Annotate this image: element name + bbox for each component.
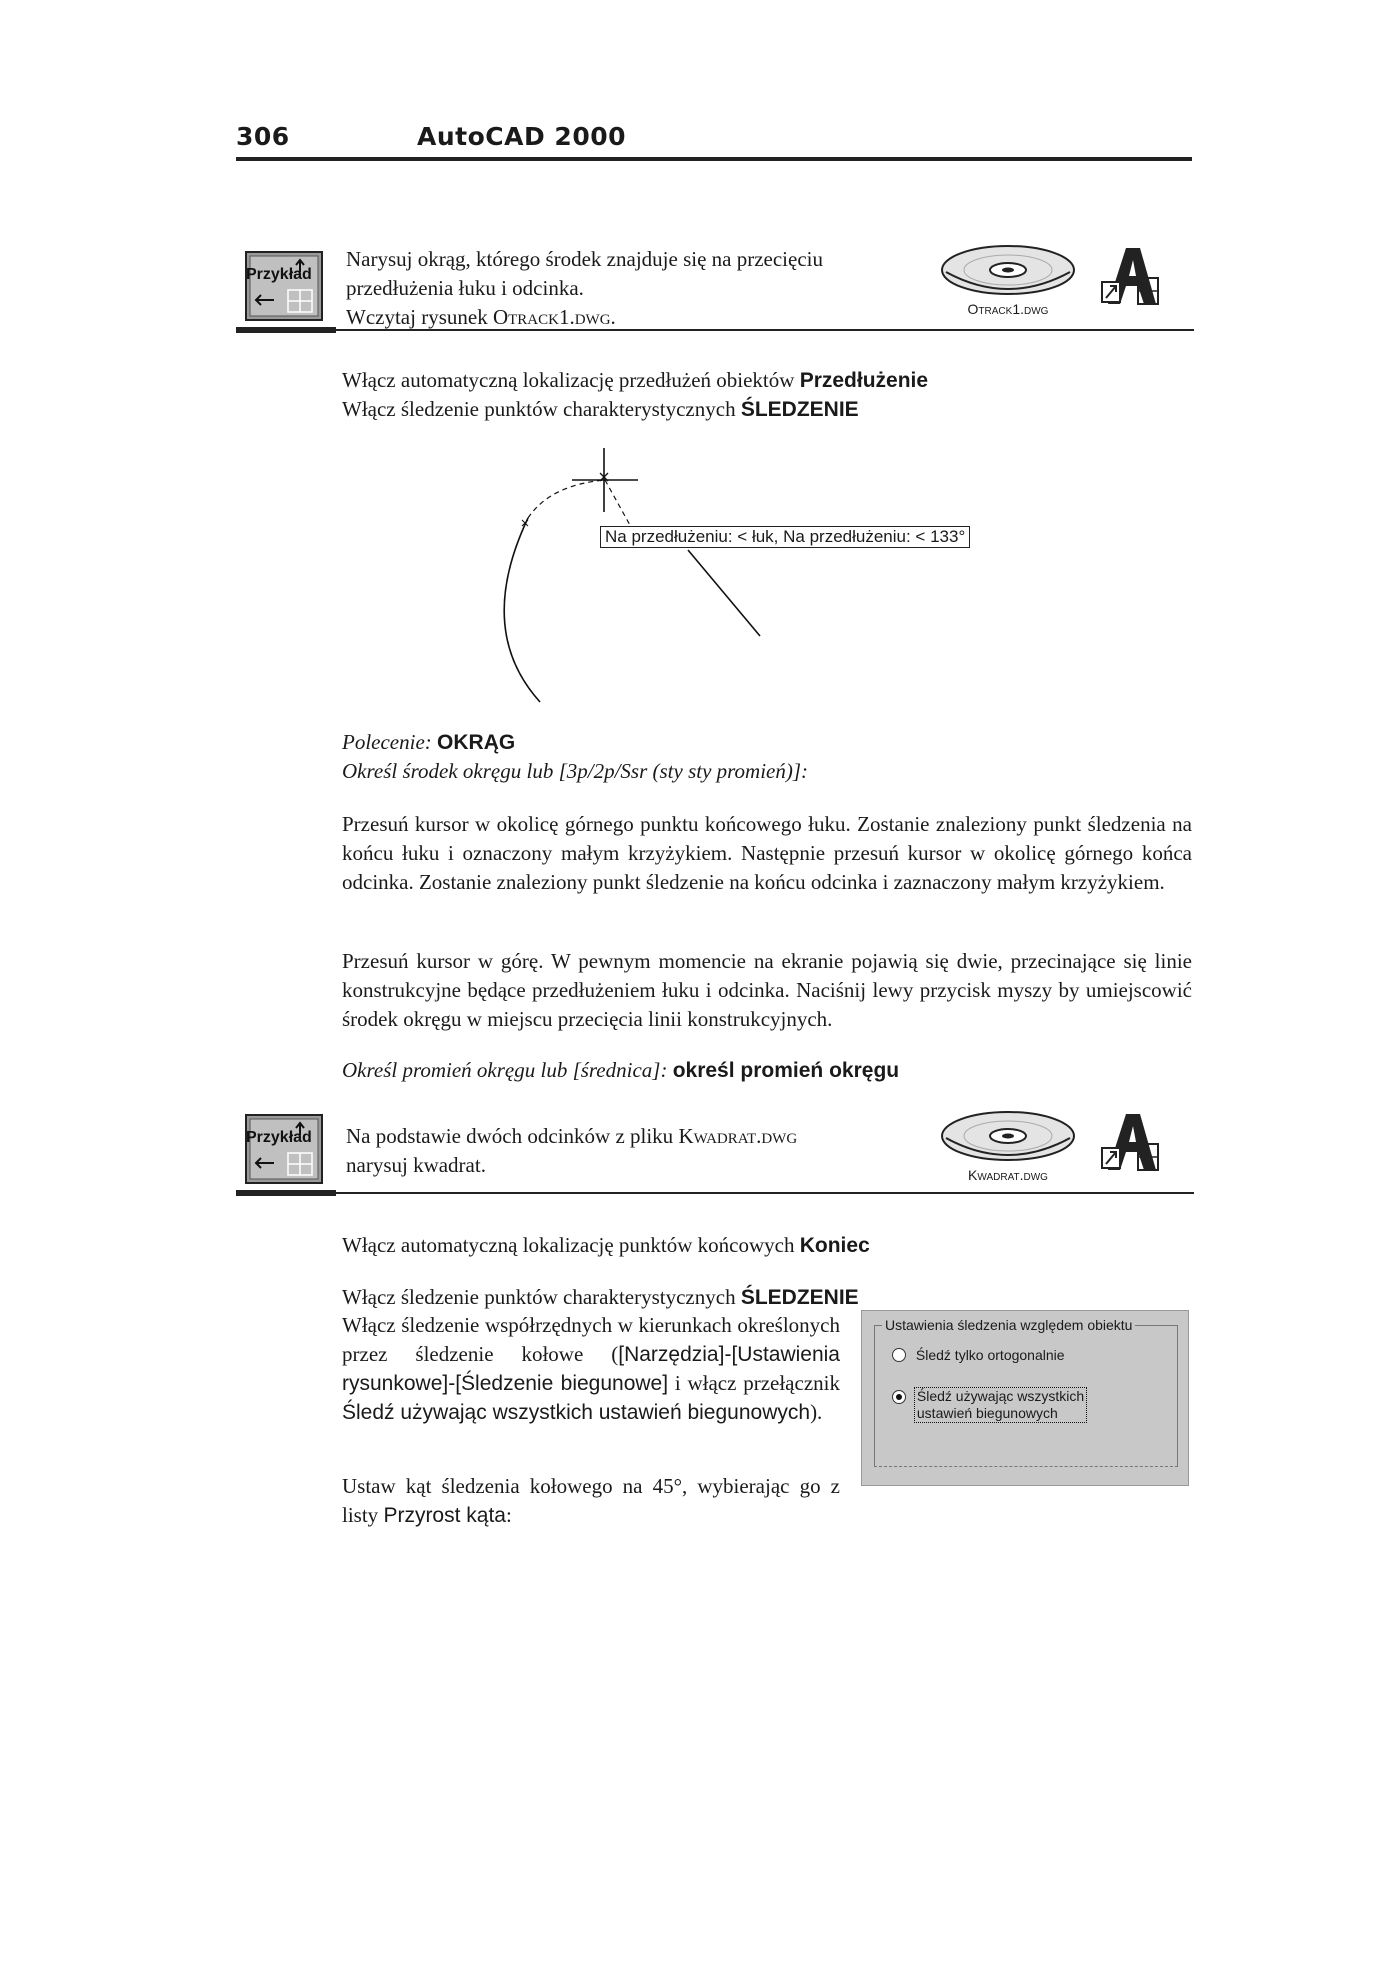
command-name: ŚLEDZENIE <box>740 1286 859 1309</box>
command-name: Koniec <box>799 1234 870 1257</box>
example2-text <box>346 1122 906 1180</box>
example1-line2: przedłużenia łuku i odcinka. <box>346 276 584 300</box>
header-rule <box>236 157 1192 161</box>
step-endpoint: Włącz automatyczną lokalizację punktów końcowych Koniec <box>342 1233 870 1257</box>
tracking-settings-dialog <box>861 1310 1189 1486</box>
example1-line3: Wczytaj rysunek Otrack1.dwg. <box>346 305 616 329</box>
cd-file-label: Kwadrat.dwg <box>968 1167 1048 1183</box>
example2-rule-accent <box>236 1190 336 1196</box>
step-tracking: Włącz śledzenie punktów charakterystycznych ŚLEDZENIE <box>342 397 859 421</box>
tracking-tooltip: Na przedłużeniu: < łuk, Na przedłużeniu: < 133° <box>600 526 970 548</box>
cd-file-label: Otrack1.dwg <box>967 301 1049 317</box>
file-name: Otrack1.dwg <box>492 305 611 329</box>
radio-icon <box>892 1348 906 1362</box>
cd-icon <box>938 242 1078 307</box>
paragraph-polar-tracking: Włącz śledzenie współrzędnych w kierunkach określonych przez śledzenie kołowe ([Narzędzia]-[Ustawienia rysunkowe]-[Śledzenie biegunowe] i włącz przełącznik Śledź używając wszystkich ustawień biegunowych). <box>342 1313 840 1424</box>
radio-all-polar-label: Śledź używając wszystkich ustawień biegunowych <box>914 1387 1087 1423</box>
line-segment <box>688 550 760 636</box>
dialog-group-title: Ustawienia śledzenia względem obiektu <box>882 1317 1135 1333</box>
example-key-icon <box>244 1113 324 1185</box>
step-tracking: Włącz śledzenie punktów charakterystycznych ŚLEDZENIE <box>342 1285 859 1309</box>
option-name: Przyrost kąta <box>383 1504 506 1527</box>
example-key-icon <box>244 250 324 322</box>
menu-path: [Narzędzia]-[Ustawienia rysunkowe]-[Śledzenie biegunowe] <box>342 1343 840 1395</box>
paragraph-construction-lines: Przesuń kursor w górę. W pewnym momencie na ekranie pojawią się dwie, przecinające się linie konstrukcyjne będące przedłużeniem łuku i odcinka. Naciśnij lewy przycisk myszy by umiejscowić środek okręgu w miejscu przecięcia linii konstrukcyjnych. <box>342 949 1192 1031</box>
example-icon-label: Przykład <box>246 1129 312 1146</box>
option-name: Śledź używając wszystkich ustawień biegunowych <box>342 1401 811 1424</box>
radio-orthogonal-only[interactable]: Śledź tylko ortogonalnie <box>892 1347 1065 1364</box>
example1-rule-accent <box>236 327 336 333</box>
command-name: określ promień okręgu <box>672 1059 900 1082</box>
command-name: Przedłużenie <box>799 369 929 392</box>
arc-curve <box>504 518 540 702</box>
radio-selected-icon <box>892 1390 906 1404</box>
autocad-logo-icon <box>1100 242 1162 315</box>
example1-rule <box>236 329 1194 331</box>
command-name: OKRĄG <box>437 731 516 754</box>
running-title: AutoCAD 2000 <box>417 122 627 151</box>
example-icon-label: Przykład <box>246 266 312 283</box>
command-prompt-center: Określ środek okręgu lub [3p/2p/Ssr (sty sty promień)]: <box>342 759 809 783</box>
page-number: 306 <box>236 122 290 151</box>
file-name: Kwadrat.dwg <box>678 1124 798 1148</box>
autocad-logo-icon <box>1100 1108 1162 1181</box>
example1-text <box>346 245 906 332</box>
radio-all-polar[interactable] <box>892 1387 1087 1423</box>
command-name: ŚLEDZENIE <box>740 398 859 421</box>
example2-line2: narysuj kwadrat. <box>346 1153 486 1177</box>
command-prompt: Polecenie: OKRĄG <box>342 730 516 754</box>
radius-prompt: Określ promień okręgu lub [średnica]: określ promień okręgu <box>342 1058 900 1082</box>
arc-extension-line <box>528 480 605 518</box>
step-autoextension: Włącz automatyczną lokalizację przedłużeń obiektów Przedłużenie <box>342 368 929 392</box>
paragraph-cursor-move: Przesuń kursor w okolicę górnego punktu końcowego łuku. Zostanie znaleziony punkt śledzenia na końcu łuku i oznaczony małym krzyżykiem. Następnie przesuń kursor w okolicę górnego końca odcinka. Zostanie znaleziony punkt śledzenie na końcu odcinka i zaznaczony małym krzyżykiem. <box>342 812 1192 894</box>
cd-icon <box>938 1108 1078 1173</box>
example1-line1: Narysuj okrąg, którego środek znajduje się na przecięciu <box>346 247 823 271</box>
example2-line1: Na podstawie dwóch odcinków z pliku Kwadrat.dwg <box>346 1124 798 1148</box>
tracking-drawing <box>480 440 840 710</box>
example2-rule <box>236 1192 1194 1194</box>
paragraph-angle: Ustaw kąt śledzenia kołowego na 45°, wybierając go z listy Przyrost kąta: <box>342 1474 840 1527</box>
